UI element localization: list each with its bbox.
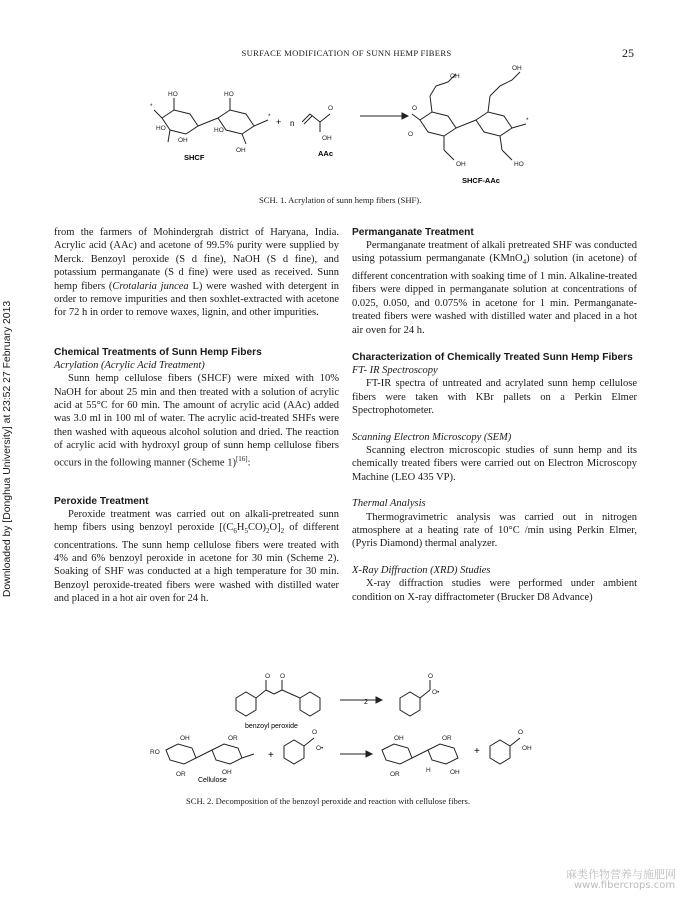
left-column (54, 226, 339, 606)
heading-ftir: FT- IR Spectroscopy (352, 364, 438, 376)
svg-text:OR: OR (176, 771, 186, 778)
svg-text:O: O (412, 105, 418, 112)
scheme1-figure (150, 65, 550, 190)
heading-xrd: X-Ray Diffraction (XRD) Studies (352, 564, 491, 576)
heading-peroxide: Peroxide Treatment (54, 495, 149, 507)
svg-text:*: * (526, 117, 529, 124)
plus-sign: + (276, 117, 282, 127)
plus-sign-1: + (268, 750, 274, 761)
materials-paragraph: from the farmers of Mohindergrah district of Haryana, India. Acrylic acid (AAc) and acetone of 99.5% purity were supplied by Merck. Benzoyl peroxide (S d fine), NaOH (S d fine), and potassium permanganate (S d fine) were used as received. Sunn hemp fibers (Crotalaria juncea L) were washed with detergent in order to remove impurities and then soxhlet-extracted with acetone for 72 h in order to remove waxes, lignin, and other impurities. (54, 227, 339, 319)
svg-text:HO: HO (224, 91, 234, 98)
shcf-label: SHCF (184, 153, 205, 162)
permanganate-paragraph: Permanganate treatment of alkali pretreated SHF was conducted using potassium permanganate (KMnO$_4$) solution (in acetone) of different concentration with soaking time of 1 min. Alkaline-treated fibers were dipped in permanganate solution at concentrations of 0.025, 0.050, and 0.075% in acetone for 1 min. Permanganate-treated fibers were washed with distilled water and placed in a hot air oven for 24 h. (352, 240, 637, 336)
n-label: n (290, 119, 295, 128)
cellulose-label: Cellulose (198, 777, 227, 784)
svg-text:OH: OH (178, 137, 188, 144)
running-head: SURFACE MODIFICATION OF SUNN HEMP FIBERS (241, 48, 452, 58)
heading-permanganate: Permanganate Treatment (352, 227, 474, 238)
heading-chemical-treatments: Chemical Treatments of Sunn Hemp Fibers (54, 346, 262, 358)
svg-text:O: O (408, 131, 414, 138)
svg-text:HO: HO (168, 91, 178, 98)
thermal-paragraph: Thermogravimetric analysis was carried out in nitrogen atmosphere at a heating rate of 10°C /min using Perkin Elmer, (Pyris Diamond) thermal analyzer. (352, 511, 637, 550)
svg-text:HO: HO (156, 125, 166, 132)
benzoyl-peroxide-label: benzoyl peroxide (245, 723, 298, 730)
scheme2-caption: SCH. 2. Decomposition of the benzoyl peroxide and reaction with cellulose fibers. (186, 796, 471, 806)
acrylation-paragraph: Sunn hemp cellulose fibers (SHCF) were mixed with 10% NaOH for about 25 min and then treated with a solution of acrylic acid at 55°C for 60 min. The amount of acrylic acid (AAc) added was 3.0 ml in 100 ml of water. The acrylic acid-treated SHFs were then washed with aqueous alcohol solution and dried. The reaction of acrylic acid with hydroxyl group of sunn hemp cellulose fibers occurs in the following manner (Scheme 1)[16]: (54, 373, 339, 469)
watermark-url: www.fibercrops.com (574, 880, 676, 891)
svg-text:OH: OH (512, 65, 522, 72)
svg-text:OH: OH (222, 769, 232, 776)
xrd-paragraph: X-ray diffraction studies were performed under ambient condition on X-ray diffractometer (Brucker D8 Advance) (352, 578, 637, 603)
svg-text:HO: HO (514, 161, 524, 168)
page-number: 25 (622, 46, 634, 60)
download-note: Downloaded by [Donghua University] at 23:52 27 February 2013 (2, 300, 13, 598)
svg-text:OH: OH (180, 735, 190, 742)
svg-text:OH: OH (456, 161, 466, 168)
svg-text:O: O (428, 673, 434, 680)
ftir-paragraph: FT-IR spectra of untreated and acrylated sunn hemp cellulose fibers were taken with KBr pallets on a Perkin Elmer Spectrophotometer. (352, 378, 637, 417)
svg-text:OH: OH (394, 735, 404, 742)
svg-text:OH: OH (522, 745, 532, 752)
product-label: SHCF-AAc (462, 176, 500, 185)
svg-text:OR: OR (390, 771, 400, 778)
svg-text:OH: OH (236, 147, 246, 154)
heading-thermal: Thermal Analysis (352, 498, 426, 510)
svg-text:OR: OR (228, 735, 238, 742)
svg-text:RO: RO (150, 749, 160, 756)
svg-text:O: O (312, 729, 318, 736)
svg-text:H: H (426, 767, 431, 774)
svg-text:O•: O• (316, 745, 324, 752)
svg-text:OH: OH (450, 73, 460, 80)
peroxide-paragraph: Peroxide treatment was carried out on alkali-pretreated sunn hemp fibers using benzoyl peroxide $[(C_6H_5CO)_2O]_2$ of different concentrations. The sunn hemp cellulose fibers were treated with 4% and 6% benzoyl peroxide in acetone for 30 min (Scheme 2). Soaking of SHF was conducted at a high temperature for 30 min. Benzoyl peroxide-treated fibers were washed with distilled water and placed in a hot air oven for 24 h. (54, 508, 339, 605)
heading-characterization: Characterization of Chemically Treated Sunn Hemp Fibers (352, 351, 633, 363)
shcf-ring-1 (162, 110, 198, 134)
svg-text:OH: OH (322, 135, 332, 142)
heading-sem: Scanning Electron Microscopy (SEM) (352, 431, 512, 443)
svg-text:OR: OR (442, 735, 452, 742)
plus-sign-2: + (474, 746, 480, 757)
right-column (352, 226, 637, 604)
svg-text:*: * (150, 103, 153, 110)
sem-paragraph: Scanning electron microscopic studies of sunn hemp and its chemically treated fibers were carried out on Electron Microscopy Machine (LEO 435 VP). (352, 444, 637, 483)
svg-text:O: O (518, 729, 524, 736)
svg-text:OH: OH (450, 769, 460, 776)
heading-acrylation: Acrylation (Acrylic Acid Treatment) (54, 359, 205, 371)
aac-label: AAc (318, 149, 334, 158)
two-label: 2 (364, 699, 368, 706)
svg-text:O: O (280, 673, 286, 680)
svg-text:*: * (268, 113, 271, 120)
scheme1-caption: SCH. 1. Acrylation of sunn hemp fibers (SHF). (259, 195, 422, 205)
scheme2-figure (150, 670, 550, 790)
svg-text:HO: HO (214, 127, 224, 134)
svg-text:O: O (265, 673, 271, 680)
watermark-cn: 麻类作物营养与施肥网 (566, 868, 676, 881)
svg-text:O: O (328, 105, 334, 112)
svg-text:O•: O• (432, 689, 440, 696)
